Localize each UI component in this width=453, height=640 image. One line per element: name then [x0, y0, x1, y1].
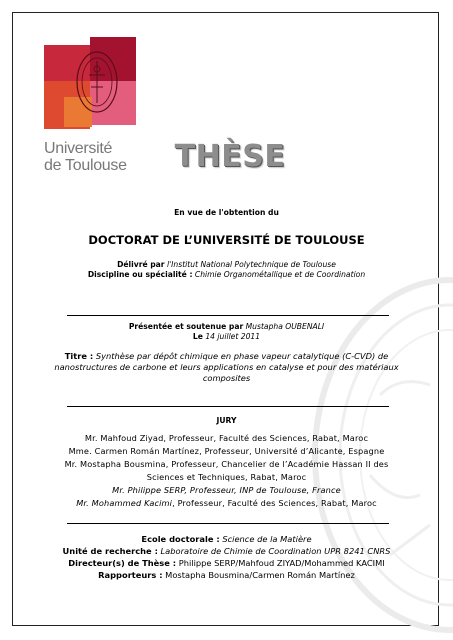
logo-line-2: de Toulouse [44, 157, 127, 174]
jury-member-3-cont: Sciences et Techniques, Rabat, Maroc [146, 472, 307, 482]
delivered-label: Délivré par [117, 260, 165, 269]
logo-text [44, 140, 154, 174]
research-unit-line: Unité de recherche : Laboratoire de Chimie de Coordination UPR 8241 CNRS [62, 546, 391, 556]
date-line [20, 332, 433, 341]
presented-line [20, 322, 433, 331]
reporters-line: Rapporteurs : Mostapha Bousmina/Carmen Román Martínez [98, 570, 355, 580]
jury-member-3: Mr. Mostapha Bousmina, Professeur, Chancelier de l’Académie Hassan II des [64, 459, 389, 469]
thesis-title-label: Titre : [64, 351, 94, 361]
doctoral-school-line: Ecole doctorale : Science de la Matière [141, 534, 312, 544]
thesis-title-line-2: nanostructures de carbone et leurs applications en catalyse et pour des matériaux [54, 362, 399, 372]
university-seal-icon [72, 47, 122, 117]
intro-text: En vue de l'obtention du [174, 208, 279, 217]
degree-title: DOCTORAT DE L’UNIVERSITÉ DE TOULOUSE [88, 233, 365, 247]
presented-label: Présentée et soutenue par [128, 322, 244, 331]
thesis-title-line-1: Titre : Synthèse par dépôt chimique en phase vapeur catalytique (C-CVD) de [64, 351, 389, 361]
date-label: Le [192, 332, 203, 341]
jury-member-4: Mr. Philippe SERP, Professeur, INP de Toulouse, France [112, 485, 341, 495]
discipline-label: Discipline ou spécialité : [87, 270, 193, 279]
jury-member-2: Mme. Carmen Román Martínez, Professeur, Université d’Alicante, Espagne [68, 446, 385, 456]
divider [67, 406, 389, 407]
delivered-value: l'Institut National Polytechnique de Toulouse [166, 260, 336, 269]
divider [67, 315, 389, 316]
directors-line: Directeur(s) de Thèse : Philippe SERP/Mahfoud ZIYAD/Mohammed KACIMI [68, 558, 385, 568]
discipline-value: Chimie Organométallique et de Coordination [194, 270, 366, 279]
delivered-line [20, 260, 433, 269]
logo-line-1: Université [44, 140, 113, 157]
page-title: THÈSE [174, 139, 286, 174]
divider [67, 523, 389, 524]
jury-member-5: Mr. Mohammed Kacimi, Professeur, Faculté des Sciences, Rabat, Maroc [76, 498, 377, 508]
jury-member-1: Mr. Mahfoud Ziyad, Professeur, Faculté des Sciences, Rabat, Maroc [84, 433, 369, 443]
jury-heading: JURY [216, 416, 237, 425]
thesis-title-line-3: composites [202, 373, 251, 383]
presented-value: Mustapha OUBENALI [245, 322, 325, 331]
date-value: 14 juillet 2011 [205, 332, 261, 341]
jury-member-5-name: Mr. Mohammed Kacimi [76, 498, 173, 508]
discipline-line [20, 270, 433, 279]
